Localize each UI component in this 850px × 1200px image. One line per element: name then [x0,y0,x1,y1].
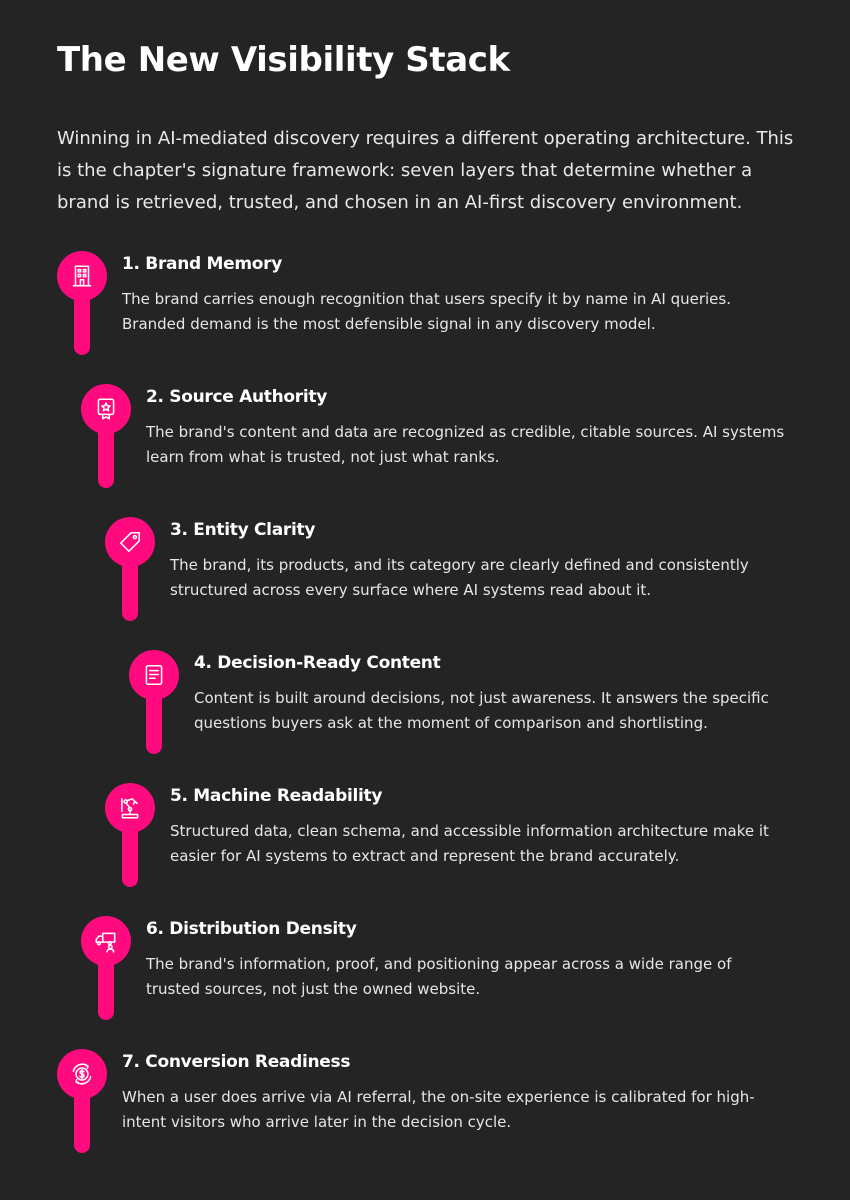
layer-description: The brand carries enough recognition that users specify it by name in AI queries. Branded demand is the most defensible signal in any discovery model. [122,290,731,333]
pin-head [81,384,131,434]
pin-head [129,650,179,700]
pin-head [105,517,155,567]
layer-title: 2. Source Authority [146,387,328,407]
intro-paragraph: Winning in AI-mediated discovery requires a different operating architecture. This is the chapter's signature framework: seven layers that determine whether a brand is retrieved, trusted, and chosen in an AI-first discovery environment. [57,128,794,213]
pin-marker [81,916,131,1020]
layer-item-conversion-readiness [57,1049,757,1159]
layer-title: 5. Machine Readability [170,786,383,806]
pin-marker [57,1049,107,1153]
pin-marker [105,517,155,621]
tag-icon [117,529,143,555]
layer-description: Structured data, clean schema, and accessible information architecture make it easier for AI systems to extract and represent the brand accurately. [170,822,769,865]
robot-arm-icon [117,795,143,821]
layer-item-decision-ready-content [129,650,829,760]
layer-description: The brand, its products, and its category are clearly defined and consistently structured across every surface where AI systems read about it. [170,556,749,599]
layer-title: 6. Distribution Density [146,919,357,939]
layer-item-entity-clarity [105,517,805,627]
pin-marker [129,650,179,754]
pin-marker [57,251,107,355]
pin-head [105,783,155,833]
layer-title: 3. Entity Clarity [170,520,316,540]
page-title: The New Visibility Stack [57,40,510,80]
layer-item-distribution-density [81,916,781,1026]
layer-description: When a user does arrive via AI referral, the on-site experience is calibrated for high-intent visitors who arrive later in the decision cycle. [122,1088,755,1131]
layer-title: 4. Decision-Ready Content [194,653,441,673]
layer-item-machine-readability [105,783,805,893]
layer-description: Content is built around decisions, not just awareness. It answers the specific questions buyers ask at the moment of comparison and shortlisting. [194,689,769,732]
layer-description: The brand's information, proof, and positioning appear across a wide range of trusted sources, not just the owned website. [146,955,732,998]
dollar-cycle-icon [69,1061,95,1087]
layer-item-source-authority [81,384,785,494]
layer-title: 7. Conversion Readiness [122,1052,351,1072]
award-certificate-icon [93,396,119,422]
layer-title: 1. Brand Memory [122,254,283,274]
layer-description: The brand's content and data are recognized as credible, citable sources. AI systems learn from what is trusted, not just what ranks. [146,423,785,466]
delivery-truck-icon [93,928,119,954]
pin-head [57,1049,107,1099]
document-icon [141,662,167,688]
pin-marker [105,783,155,887]
pin-head [81,916,131,966]
layer-item-brand-memory [57,251,757,361]
pin-marker [81,384,131,488]
pin-head [57,251,107,301]
building-icon [69,263,95,289]
